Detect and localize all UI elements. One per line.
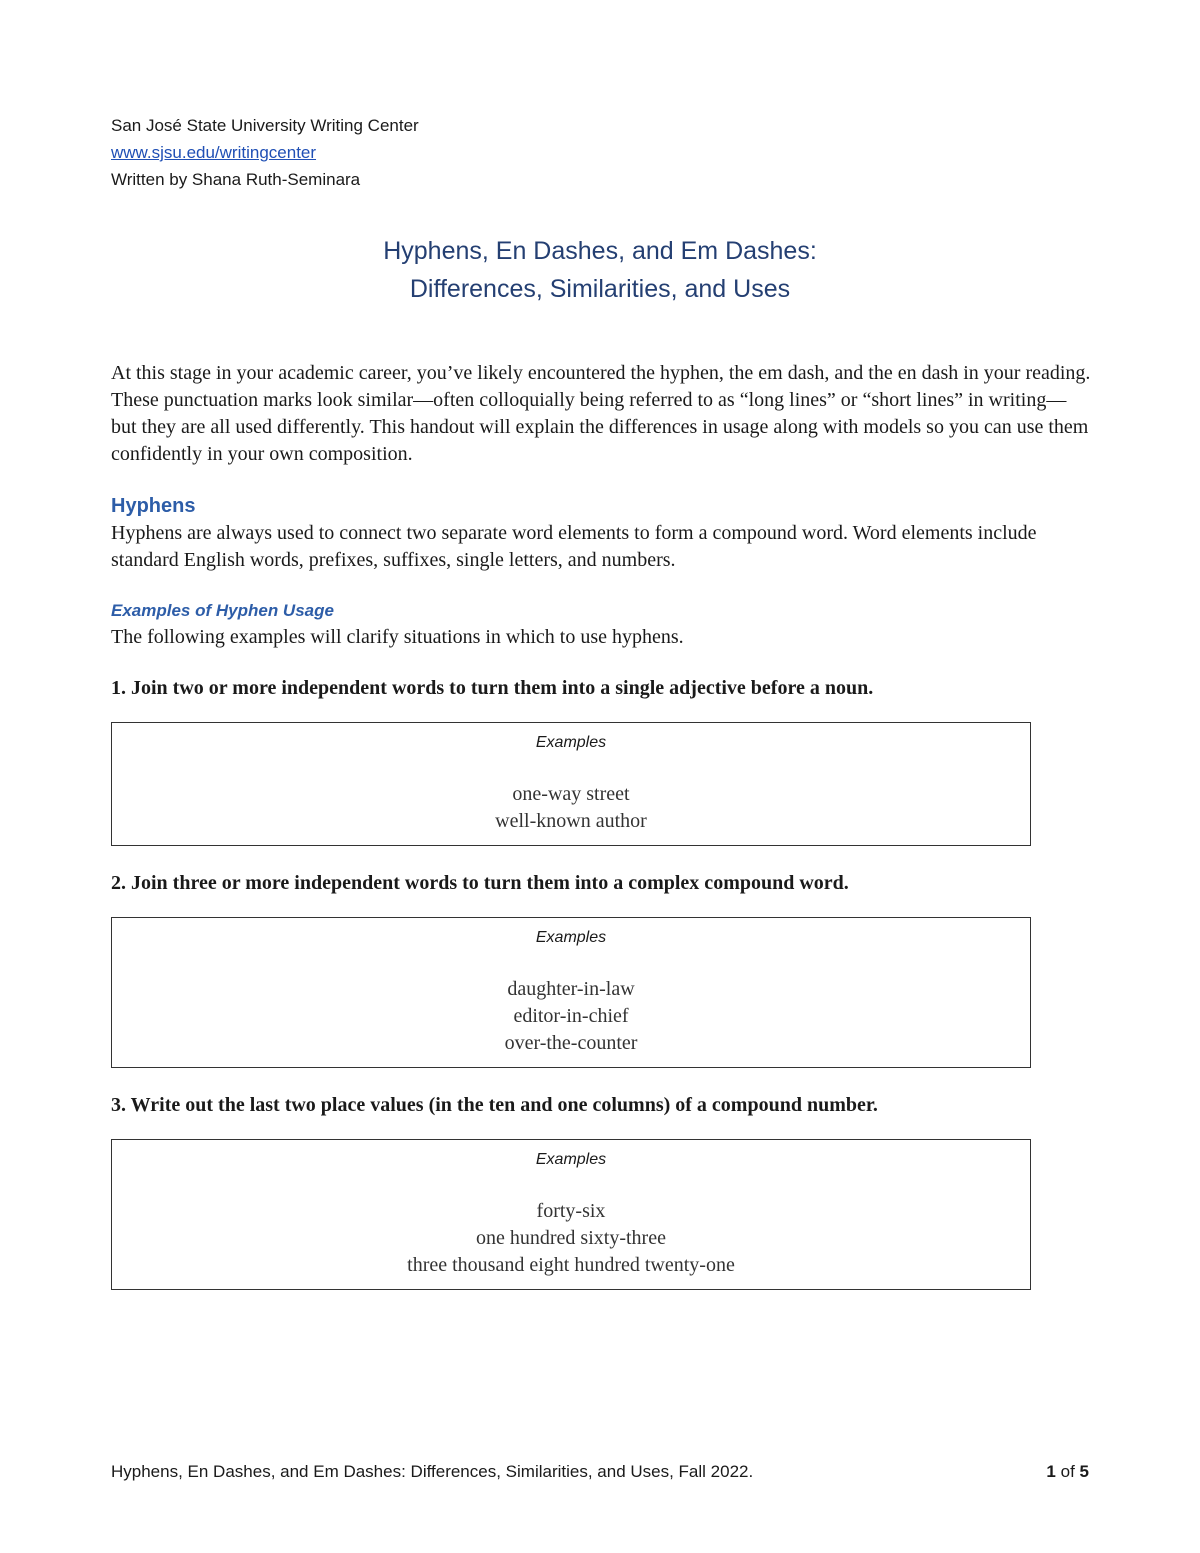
example-item: well-known author: [495, 810, 647, 832]
rule-2-examples-box: [111, 917, 1031, 1068]
section-heading-hyphens: Hyphens: [111, 495, 196, 517]
examples-label: Examples: [535, 1151, 607, 1168]
rule-3-examples-box: [111, 1139, 1031, 1290]
rule-2-title: 2. Join three or more independent words to turn them into a complex compound word.: [111, 872, 849, 894]
examples-subheading: Examples of Hyphen Usage: [111, 601, 334, 620]
page-of: of: [1060, 1462, 1075, 1481]
example-item: forty-six: [536, 1200, 606, 1222]
page-current: 1: [1046, 1462, 1056, 1481]
example-item: one hundred sixty-three: [476, 1227, 666, 1249]
page-footer: [111, 1460, 1089, 1484]
document-header: [111, 112, 419, 193]
examples-intro: The following examples will clarify situations in which to use hyphens.: [111, 626, 684, 648]
document-title: [0, 232, 1200, 308]
example-item: over-the-counter: [504, 1032, 638, 1054]
footer-text: Hyphens, En Dashes, and Em Dashes: Differences, Similarities, and Uses, Fall 2022.: [111, 1462, 754, 1481]
writing-center-link[interactable]: www.sjsu.edu/writingcenter: [111, 143, 317, 162]
intro-paragraph: At this stage in your academic career, you’ve likely encountered the hyphen, the em dash, and the en dash in your reading. These punctuation marks look similar—often colloquially being referred to as “long lines” or “short lines” in writing—but they are all used differently. This handout will explain the differences in usage along with models so you can use them confidently in your own composition.: [111, 362, 1091, 465]
page-number: [1046, 1460, 1089, 1484]
example-item: daughter-in-law: [507, 978, 635, 1000]
rule-1-title: 1. Join two or more independent words to turn them into a single adjective before a noun.: [111, 677, 874, 699]
example-item: one-way street: [512, 783, 630, 805]
page-total: 5: [1079, 1462, 1089, 1481]
title-line-1: Hyphens, En Dashes, and Em Dashes:: [383, 237, 817, 265]
examples-label: Examples: [535, 929, 607, 946]
example-item: three thousand eight hundred twenty-one: [407, 1254, 735, 1276]
rule-1-examples-box: [111, 722, 1031, 846]
example-item: editor-in-chief: [513, 1005, 629, 1027]
hyphens-description: Hyphens are always used to connect two separate word elements to form a compound word. Word elements include standard English words, prefixes, suffixes, single letters, and numbers.: [111, 522, 1037, 571]
examples-label: Examples: [535, 734, 607, 751]
author-line: Written by Shana Ruth-Seminara: [111, 170, 361, 189]
title-line-2: Differences, Similarities, and Uses: [409, 275, 791, 303]
org-name: San José State University Writing Center: [111, 116, 419, 135]
document-body: [111, 360, 1091, 1290]
rule-3-title: 3. Write out the last two place values (in the ten and one columns) of a compound number.: [111, 1094, 878, 1116]
